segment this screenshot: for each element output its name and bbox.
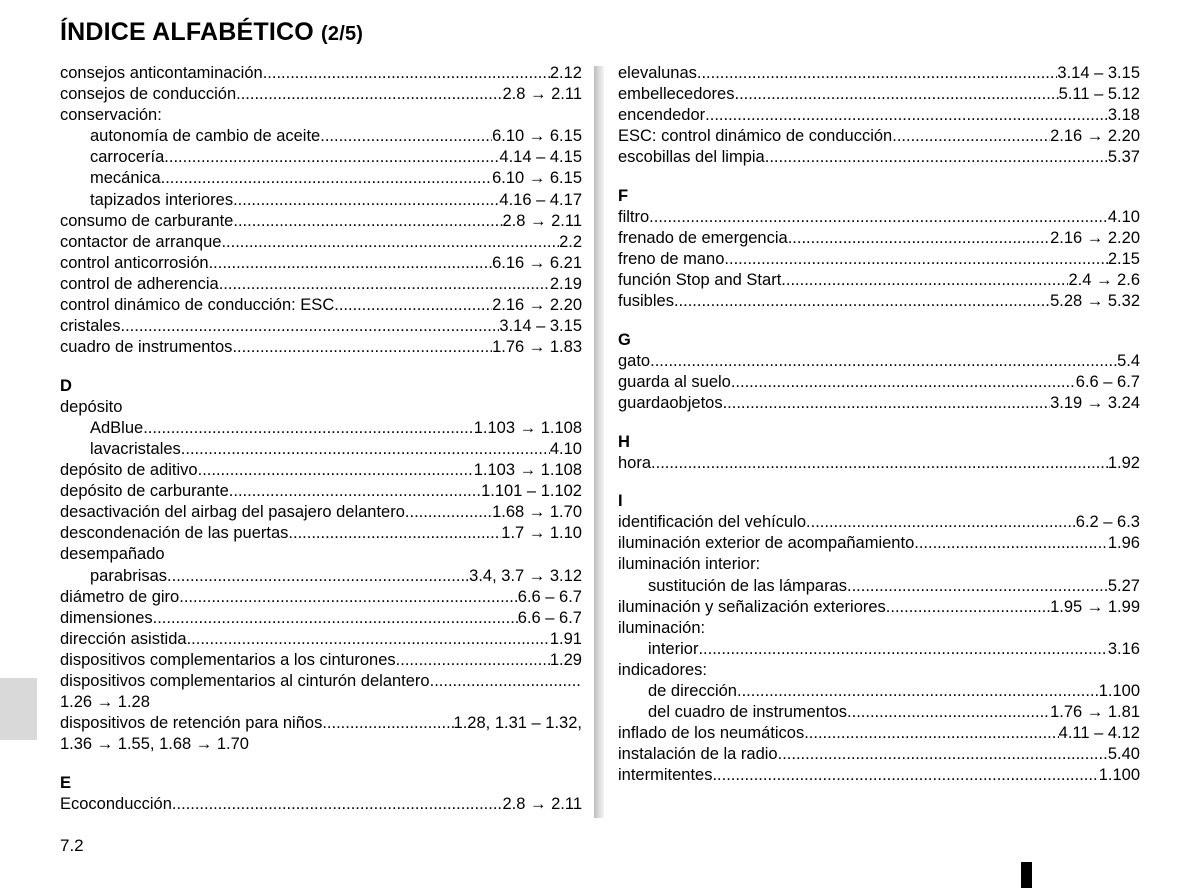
entry-page-ref: 5.4 [1117,351,1140,370]
print-corner-mark [1021,862,1032,888]
entry-label: dirección asistida [60,629,187,648]
index-entry [60,253,582,274]
dot-leader [263,63,550,84]
index-entry [618,512,1140,533]
entry-label: control de adherencia [60,274,219,293]
section-letter: F [618,186,629,205]
entry-label: escobillas del limpia [618,148,765,167]
entry-page-ref: 1.68 → 1.70 [492,503,582,522]
index-entry [618,84,1140,105]
entry-label: hora [618,453,652,472]
entry-label: control anticorrosión [60,253,209,272]
dot-leader [847,702,1050,723]
index-entry [60,274,582,295]
index-entry [60,566,582,587]
entry-page-ref: 2.8 → 2.11 [502,211,582,230]
index-entry [618,744,1140,765]
entry-page-ref: 2.16 → 2.20 [492,296,582,315]
entry-label: filtro [618,207,650,226]
dot-leader [229,481,481,502]
entry-label: cristales [60,317,121,336]
index-entry [618,681,1140,702]
entry-heading: iluminación interior: [618,555,761,574]
entry-label: depósito de aditivo [60,461,198,480]
dot-leader [121,316,500,337]
index-entry [60,460,582,481]
entry-page-ref: 3.4, 3.7 → 3.12 [469,566,582,585]
entry-label: intermitentes [618,766,713,785]
entry-page-ref: 1.76 → 1.81 [1050,703,1140,722]
title-part-indicator: (2/5) [321,23,364,45]
entry-page-ref: 2.8 → 2.11 [502,85,582,104]
entry-page-ref: 3.14 – 3.15 [1057,64,1140,82]
dot-leader [650,351,1117,372]
dot-leader [288,523,501,544]
entry-page-ref: 6.6 – 6.7 [517,587,582,606]
entry-page-ref: 5.37 [1107,148,1140,167]
entry-page-ref: 1.96 [1107,534,1140,553]
entry-label: mecánica [90,169,161,188]
index-entry [618,765,1140,786]
entry-page-ref: 2.12 [549,64,582,82]
index-entry [618,207,1140,228]
dot-leader [781,270,1068,291]
dot-leader [209,253,493,274]
entry-page-ref: 4.14 – 4.15 [499,148,582,167]
entry-heading: iluminación: [618,618,706,637]
dot-leader [724,249,1107,270]
dot-leader [886,597,1050,618]
index-entry [618,723,1140,744]
entry-page-ref: 1.100 [1098,766,1140,785]
section-letter: E [60,773,72,792]
entry-label: parabrisas [90,566,168,585]
entry-page-ref: 2.16 → 2.20 [1050,127,1140,146]
dot-leader [233,190,499,211]
entry-label: fusibles [618,292,674,311]
dot-leader [187,629,550,650]
index-column-right [618,63,1140,786]
dot-leader [179,587,518,608]
entry-label: interior [648,639,699,658]
dot-leader [219,274,550,295]
entry-label: consumo de carburante [60,211,234,230]
entry-page-ref: 2.15 [1107,250,1140,269]
entry-label: iluminación exterior de acompañamiento [618,534,915,553]
entry-label: dispositivos complementarios al cinturón delantero [60,672,430,691]
dot-leader [172,794,503,815]
entry-label: contactor de arranque [60,232,222,251]
entry-label: desactivación del airbag del pasajero delantero [60,503,405,522]
entry-page-ref: 5.11 – 5.12 [1058,85,1140,104]
entry-heading: 1.36 → 1.55, 1.68 → 1.70 [60,735,249,754]
index-entry [60,190,582,211]
index-entry [618,639,1140,660]
index-entry [60,84,582,105]
dot-leader [806,512,1076,533]
index-entry [60,608,582,629]
dot-leader [232,337,492,358]
index-entry [60,587,582,608]
index-entry [60,439,582,460]
entry-page-ref: 6.6 – 6.7 [517,608,582,627]
index-entry [60,629,582,650]
entry-label: sustitución de las lámparas [648,576,848,595]
dot-leader [705,105,1108,126]
dot-leader [674,291,1050,312]
entry-page-ref: 6.16 → 6.21 [492,253,582,272]
index-entry [618,372,1140,393]
dot-leader [181,439,550,460]
entry-label: lavacristales [90,439,181,458]
index-entry [618,576,1140,597]
index-entry [60,232,582,253]
dot-leader [778,744,1108,765]
entry-page-ref: 3.19 → 3.24 [1050,394,1140,413]
index-entry [60,63,582,84]
entry-page-ref: 2.8 → 2.11 [502,794,582,813]
dot-leader [651,453,1108,474]
entry-page-ref: 4.10 [1107,207,1140,226]
entry-label: tapizados interiores [90,190,234,209]
dot-leader [143,418,474,439]
entry-page-ref: 3.18 [1107,106,1140,125]
index-entry [618,105,1140,126]
dot-leader [697,63,1058,84]
index-entry [618,228,1140,249]
section-letter: I [618,492,623,511]
dot-leader [734,84,1058,105]
entry-label: Ecoconducción [60,794,172,813]
entry-page-ref: 6.10 → 6.15 [492,169,582,188]
entry-page-ref: 6.6 – 6.7 [1075,373,1140,391]
dot-leader [233,211,502,232]
index-entry [60,337,582,358]
entry-label: dispositivos complementarios a los cinturones [60,650,396,669]
index-entry [60,211,582,232]
entry-heading: indicadores: [618,660,707,679]
index-entry [618,63,1140,84]
page-title [60,18,363,47]
chapter-tab-marker [0,678,37,740]
entry-label: de dirección [648,682,737,700]
index-entry [618,597,1140,618]
entry-label: guarda al suelo [618,373,731,391]
entry-page-ref: 1.76 → 1.83 [492,338,582,357]
entry-page-ref: 2.19 [549,274,582,293]
entry-heading: conservación: [60,106,162,125]
dot-leader [322,713,453,734]
index-entry [60,295,582,316]
entry-page-ref: 2.2 [559,232,582,251]
entry-label: encendedor [618,106,706,125]
index-entry [60,168,582,189]
entry-page-ref: 6.10 → 6.15 [492,127,582,146]
index-entry [60,713,582,734]
entry-label: freno de mano [618,250,725,269]
dot-leader [153,608,518,629]
dot-leader [914,533,1108,554]
entry-page-ref: 2.4 → 2.6 [1068,271,1140,290]
entry-page-ref: 2.16 → 2.20 [1050,229,1140,248]
index-entry [60,147,582,168]
index-entry [618,249,1140,270]
index-entry [60,502,582,523]
index-entry [618,291,1140,312]
entry-label: iluminación y señalización exteriores [618,597,886,616]
entry-page-ref: 4.11 – 4.12 [1058,724,1140,743]
entry-page-ref: 1.28, 1.31 – 1.32, [453,714,582,733]
entry-label: instalación de la radio [618,745,778,764]
entry-page-ref: 1.92 [1107,453,1140,472]
index-entry [60,650,582,671]
entry-label: control dinámico de conducción: ESC [60,296,335,315]
entry-label: guardaobjetos [618,394,723,413]
dot-leader [167,566,469,587]
dot-leader [698,639,1107,660]
section-letter: D [60,376,72,395]
entry-label: autonomía de cambio de aceite [90,127,321,146]
dot-leader [788,228,1050,249]
dot-leader [892,126,1050,147]
entry-label: consejos anticontaminación [60,64,263,82]
entry-label: gato [618,351,651,370]
index-column-left [60,63,582,815]
dot-leader [737,681,1099,702]
index-entry [60,794,582,815]
section-letter: G [618,330,631,349]
page-number: 7.2 [60,836,84,855]
entry-label: consejos de conducción [60,85,237,104]
entry-label: dimensiones [60,608,153,627]
dot-leader [804,723,1058,744]
entry-page-ref: 5.27 [1107,576,1140,595]
entry-page-ref: 1.101 – 1.102 [481,482,582,501]
dot-leader [405,502,492,523]
index-entry [618,393,1140,414]
entry-heading: depósito [60,397,123,416]
entry-label: carrocería [90,148,165,167]
entry-page-ref: 1.7 → 1.10 [501,524,582,543]
entry-label: descondenación de las puertas [60,524,289,543]
dot-leader [723,393,1051,414]
dot-leader [712,765,1098,786]
entry-page-ref: 1.103 → 1.108 [473,418,582,437]
index-entry [618,702,1140,723]
entry-page-ref: 4.16 – 4.17 [499,190,582,209]
dot-leader [236,84,502,105]
dot-leader [649,207,1108,228]
entry-page-ref: 4.10 [549,439,582,458]
index-entry [618,270,1140,291]
entry-label: ESC: control dinámico de conducción [618,127,893,146]
entry-page-ref: 3.14 – 3.15 [499,317,582,336]
dot-leader [765,147,1108,168]
index-entry [60,316,582,337]
index-entry [60,481,582,502]
entry-label: del cuadro de instrumentos [648,703,848,722]
column-divider [594,66,604,818]
entry-page-ref: 1.103 → 1.108 [473,461,582,480]
entry-page-ref: 1.95 → 1.99 [1050,597,1140,616]
entry-label: AdBlue [90,418,144,437]
index-entry [60,126,582,147]
entry-label: elevalunas [618,64,697,82]
entry-label: embellecedores [618,85,735,104]
section-letter: H [618,432,630,451]
dot-leader [221,232,559,253]
entry-page-ref: 3.16 [1107,639,1140,658]
index-entry [60,671,582,692]
index-entry [618,126,1140,147]
entry-heading: desempañado [60,545,165,564]
entry-label: cuadro de instrumentos [60,338,233,357]
entry-label: identificación del vehículo [618,513,807,532]
entry-label: función Stop and Start [618,271,782,290]
entry-label: dispositivos de retención para niños [60,714,323,733]
entry-heading: 1.26 → 1.28 [60,693,150,712]
index-entry [618,351,1140,372]
entry-page-ref: 1.100 [1098,682,1140,700]
entry-label: diámetro de giro [60,587,180,606]
dot-leader [198,460,474,481]
dot-leader [731,372,1076,393]
index-entry [618,147,1140,168]
dot-leader [847,576,1108,597]
index-entry [618,453,1140,474]
entry-page-ref: 1.91 [549,629,582,648]
entry-label: frenado de emergencia [618,229,788,248]
dot-leader [164,147,499,168]
dot-leader [161,168,492,189]
entry-page-ref: 5.28 → 5.32 [1050,292,1140,311]
dot-leader [430,671,582,692]
entry-page-ref: 5.40 [1107,745,1140,764]
dot-leader [320,126,492,147]
index-entry [618,533,1140,554]
index-entry [60,523,582,544]
entry-page-ref: 6.2 – 6.3 [1075,513,1140,532]
dot-leader [334,295,492,316]
title-main: ÍNDICE ALFABÉTICO [60,18,314,46]
entry-page-ref: 1.29 [549,650,582,669]
entry-label: depósito de carburante [60,482,229,501]
dot-leader [396,650,550,671]
entry-label: inflado de los neumáticos [618,724,805,743]
index-entry [60,418,582,439]
